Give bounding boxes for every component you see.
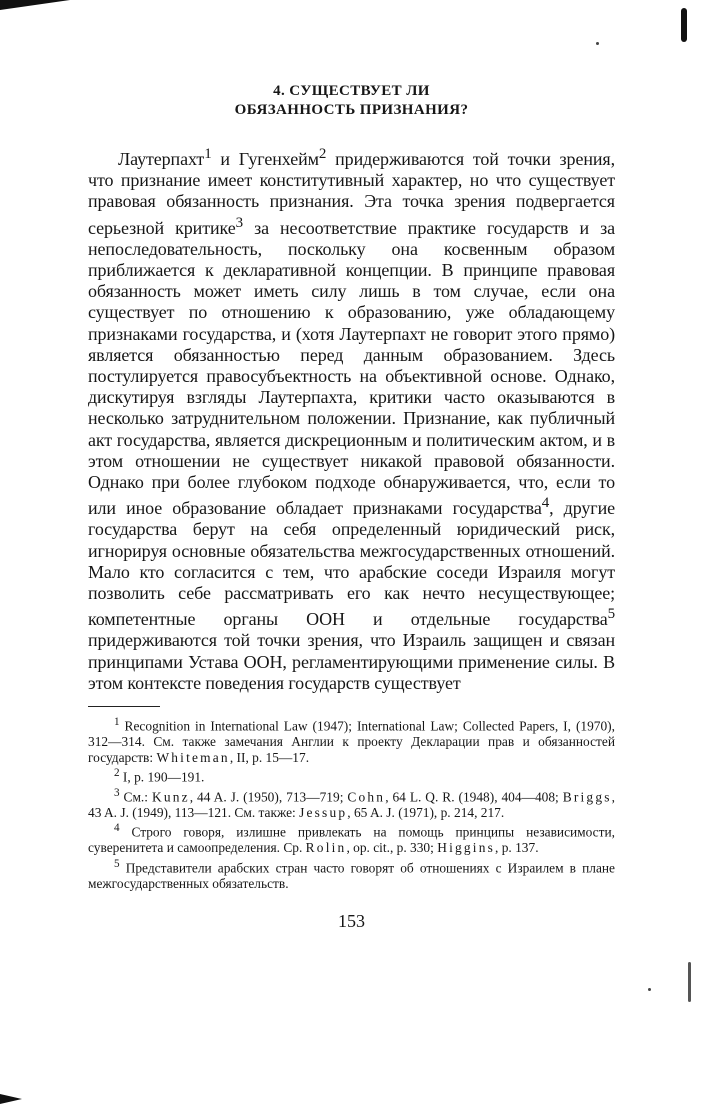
footnote-number: 4 [114,822,120,835]
footnotes [88,715,615,891]
scan-edge-mark-top-left [0,0,70,10]
footnote-3 [88,786,615,820]
footnote-number: 1 [114,716,120,729]
book-page [88,82,615,932]
footnote-text: , 43 A. J. (1949), 113—121. См. также: [88,789,615,820]
author-name: Cohn [347,789,386,805]
footnote-number: 3 [114,787,120,800]
footnote-4 [88,821,615,855]
author-name: Jessup [299,804,348,820]
page-number: 153 [338,911,365,932]
scan-edge-mark-bottom-right [688,962,691,1002]
scan-edge-mark-bottom-left [0,1094,22,1104]
footnote-text: , 64 L. Q. R. (1948), 404—408; [385,789,563,805]
author-name: Rolin [305,840,347,856]
footnote-number: 5 [114,857,120,870]
text-run: , другие государства берут на себя определенный юридический риск, игнорируя основные обязательства межгосударственных отношений. Мало кто согласится с тем, что арабские соседи Израиля могут позволить себе рассматривать его как нечто несуществующее; компетентные органы ООН и отдельные государства [88,498,615,630]
scan-speck [596,42,599,45]
footnote-5 [88,857,615,891]
scan-speck [648,988,651,991]
section-heading-line-2: ОБЯЗАННОСТЬ ПРИЗНАНИЯ? [234,102,469,118]
footnote-1 [88,715,615,765]
footnote-text: Представители арабских стран часто говорят об отношениях с Израилем в плане межгосударственных обязательств. [88,860,615,891]
footnote-text: См.: [119,789,152,805]
author-name: Whiteman [156,749,230,765]
footnote-text: , p. 137. [495,840,539,856]
text-run: придерживаются той точки зрения, что признание имеет конститутивный характер, но что существует правовая обязанность признания. Эта точка зрения подвергается серьезной критике [88,149,615,238]
paragraph [88,144,615,694]
footnote-text: , II, p. 15—17. [229,749,310,765]
footnote-text: , 44 A. J. (1950), 713—719; [189,789,348,805]
text-run: и Гугенхейм [211,149,319,169]
footnote-ref: 3 [235,214,244,231]
footnote-text: Строго говоря, излишне привлекать на помощь принципы независимости, суверенитета и самоопределения. Ср. [88,824,615,856]
author-name: Briggs [562,789,612,805]
section-heading-line-1: 4. СУЩЕСТВУЕТ ЛИ [273,83,430,99]
footnote-separator [88,706,160,707]
text-run: придерживаются той точки зрения, что Израиль защищен и связан принципами Устава ООН, регламентирующими применение силы. В этом контексте поведения государств существует [88,630,615,693]
footnote-text: , 65 A. J. (1971), p. 214, 217. [347,804,505,820]
footnote-ref: 4 [541,495,550,512]
footnote-text: , op. cit., p. 330; [346,840,438,856]
text-run: Лаутерпахт [118,149,205,169]
author-name: Kunz [151,789,190,805]
footnote-number: 2 [114,767,120,780]
section-heading [88,82,615,120]
footnote-text: I, p. 190—191. [119,769,205,785]
author-name: Higgins [437,840,496,856]
scan-edge-mark-top-right [681,8,687,42]
footnote-text: Recognition in International Law (1947); International Law; Collected Papers, I, (1970), 312—314. См. также замечания Англии к проекту Декларации прав и обязанностей государств: [88,718,615,765]
footnote-2 [88,766,615,785]
main-text [88,144,615,694]
footnote-ref: 2 [318,146,327,162]
footnote-ref: 1 [204,146,212,162]
footnote-ref: 5 [607,606,615,623]
text-run: за несоответствие практике государств и за непоследовательность, поскольку она косвенным образом приближается к декларативной концепции. В принципе правовая обязанность может иметь силу лишь в том случае, если она существует по отношению к образованию, уже обладающему признаками государства, и (хотя Лаутерпахт не говорит этого прямо) является обязанностью перед данным образованием. Здесь постулируется правосубъектность на объективной основе. Однако, дискутируя взгляды Лаутерпахта, критики часто оказываются в несколько затруднительном положении. Признание, как публичный акт государства, является дискреционным и политическим актом, и в этом отношении не существует никакой правовой обязанности. Однако при более глубоком подходе обнаруживается, что, если то или иное образование обладает признаками государства [88,217,615,519]
